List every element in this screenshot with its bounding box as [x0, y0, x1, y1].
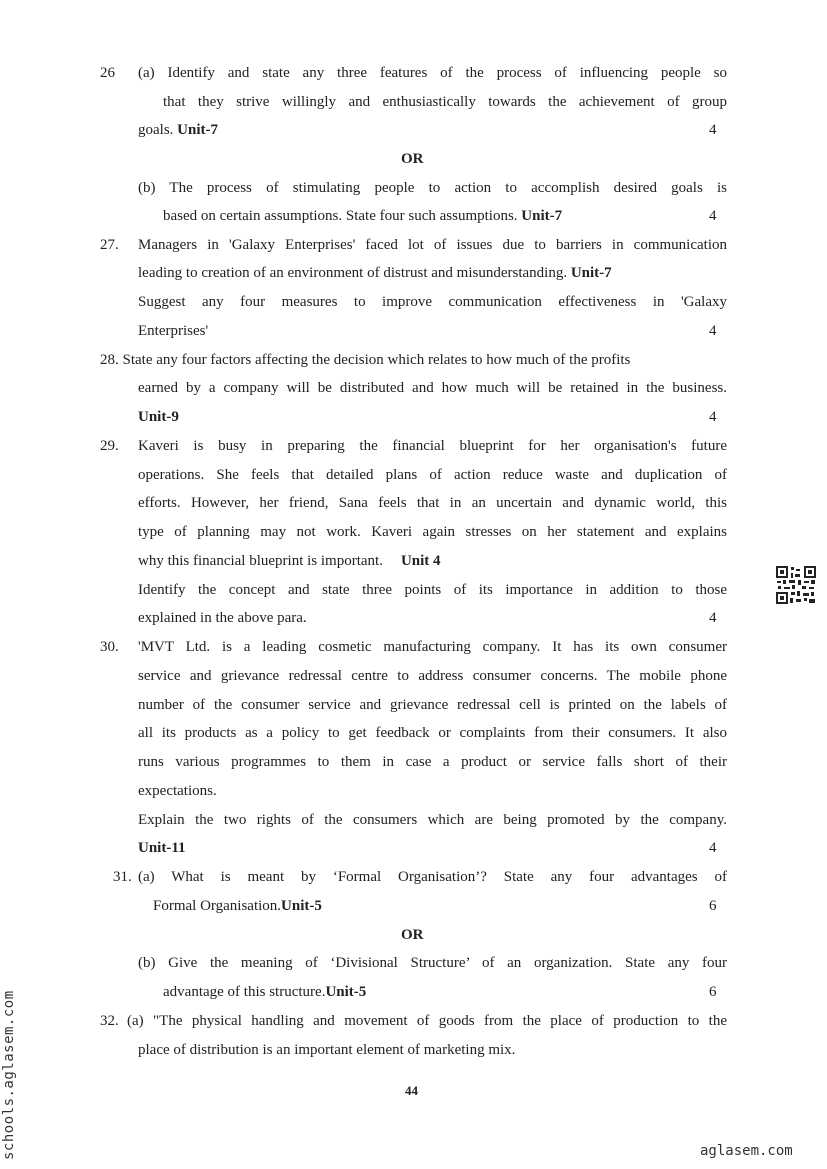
side-watermark: schools.aglasem.com	[1, 990, 17, 1160]
corner-watermark: aglasem.com	[700, 1143, 793, 1159]
q27-text: leading to creation of an environment of distrust and misunderstanding.	[138, 265, 571, 281]
q31-a-line-2	[153, 897, 322, 915]
question-number: 30.	[100, 639, 119, 655]
marks: 6	[709, 898, 717, 914]
unit-label: Unit-7	[521, 208, 563, 224]
q26-a-line-3	[138, 121, 218, 139]
q28-unit-line	[138, 408, 179, 426]
q31-b-line-2	[163, 983, 366, 1001]
question-number: 31.	[113, 869, 132, 885]
q26-a-text: goals.	[138, 122, 178, 138]
q26-a-line-2: that they strive willingly and enthusiastically towards the achievement of group	[163, 94, 727, 110]
q29-text: why this financial blueprint is important.	[138, 553, 383, 569]
or-separator: OR	[401, 927, 424, 943]
question-number: 26	[100, 65, 115, 81]
unit-label: Unit 4	[400, 553, 441, 569]
unit-label: Unit-11	[138, 840, 186, 856]
q31-a-text: Formal Organisation.	[153, 898, 282, 914]
q26-b-line-1: (b) The process of stimulating people to action to accomplish desired goals is	[138, 180, 727, 196]
marks: 4	[709, 323, 717, 339]
unit-label: Unit-5	[325, 984, 367, 1000]
marks: 4	[709, 409, 717, 425]
q30-line-5: runs various programmes to them in case a product or service falls short of their	[138, 754, 727, 770]
page-number: 44	[405, 1083, 418, 1098]
or-separator: OR	[401, 151, 424, 167]
q29-line-2: operations. She feels that detailed plans of action reduce waste and duplication of	[138, 467, 727, 483]
marks: 6	[709, 984, 717, 1000]
unit-label: Unit-7	[177, 122, 219, 138]
unit-label: Unit-9	[138, 409, 179, 425]
q30-line-7: Explain the two rights of the consumers which are being promoted by the company.	[138, 812, 727, 828]
question-number: 27.	[100, 237, 119, 253]
q32-line-2: place of distribution is an important element of marketing mix.	[138, 1042, 516, 1058]
q27-line-3: Suggest any four measures to improve communication effectiveness in 'Galaxy	[138, 294, 727, 310]
q29-line-3: efforts. However, her friend, Sana feels that in an uncertain and dynamic world, this	[138, 495, 727, 511]
q26-a-line-1: (a) Identify and state any three features of the process of influencing people so	[138, 65, 727, 81]
q31-b-text: advantage of this structure.	[163, 984, 326, 1000]
q31-a-line-1: (a) What is meant by ‘Formal Organisation’? State any four advantages of	[138, 869, 727, 885]
question-number: 32.	[100, 1013, 119, 1029]
q30-line-4: all its products as a policy to get feedback or complaints from their consumers. It also	[138, 725, 727, 741]
q29-line-5	[138, 552, 441, 570]
unit-label: Unit-5	[281, 898, 322, 914]
question-number: 29.	[100, 438, 119, 454]
q30-line-1: 'MVT Ltd. is a leading cosmetic manufacturing company. It has its own consumer	[138, 639, 727, 655]
q27-line-1: Managers in 'Galaxy Enterprises' faced lot of issues due to barriers in communication	[138, 237, 727, 253]
q28-line-2: earned by a company will be distributed and how much will be retained in the business.	[138, 380, 727, 396]
q27-line-4: Enterprises'	[138, 323, 209, 339]
q29-line-4: type of planning may not work. Kaveri again stresses on her statement and explains	[138, 524, 727, 540]
q28-line-1	[100, 351, 630, 369]
q26-b-line-2	[163, 207, 562, 225]
marks: 4	[709, 840, 717, 856]
q30-unit-line	[138, 839, 186, 857]
marks: 4	[709, 208, 717, 224]
q30-line-6: expectations.	[138, 783, 217, 799]
q26-b-text: based on certain assumptions. State four such assumptions.	[163, 208, 522, 224]
q27-line-2	[138, 264, 612, 282]
marks: 4	[709, 610, 717, 626]
question-number: 28.	[100, 352, 119, 368]
q32-line-1: (a) "The physical handling and movement of goods from the place of production to the	[127, 1013, 727, 1029]
q31-b-line-1: (b) Give the meaning of ‘Divisional Structure’ of an organization. State any four	[138, 955, 727, 971]
q29-line-1: Kaveri is busy in preparing the financial blueprint for her organisation's future	[138, 438, 727, 454]
q30-line-2: service and grievance redressal centre to address consumer concerns. The mobile phone	[138, 668, 727, 684]
q30-line-3: number of the consumer service and grievance redressal cell is printed on the labels of	[138, 697, 727, 713]
q29-line-7: explained in the above para.	[138, 610, 307, 626]
q29-line-6: Identify the concept and state three points of its importance in addition to those	[138, 582, 727, 598]
unit-label: Unit-7	[570, 265, 612, 281]
q28-text: State any four factors affecting the decision which relates to how much of the profits	[122, 352, 631, 368]
qr-code-icon[interactable]	[776, 566, 816, 604]
marks: 4	[709, 122, 717, 138]
